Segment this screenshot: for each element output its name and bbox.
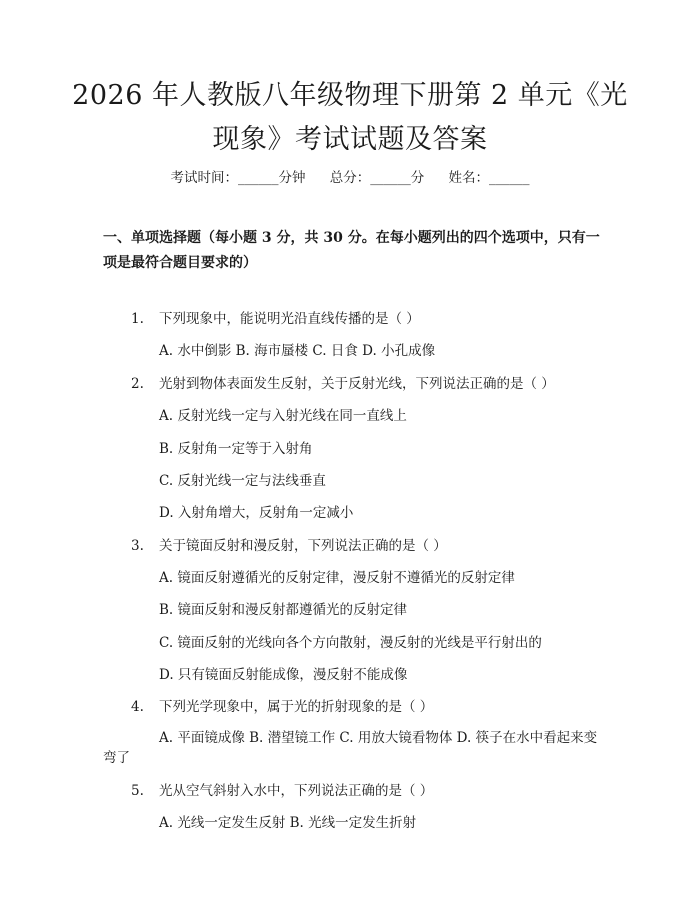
question-5 — [131, 781, 433, 801]
exam-meta — [0, 166, 700, 186]
question-5-options: A. 光线一定发生反射 B. 光线一定发生折射 — [159, 815, 417, 831]
question-4-options: A. 平面镜成像 B. 潜望镜工作 C. 用放大镜看物体 D. 筷子在水中看起来变弯了 — [103, 730, 598, 766]
question-3-option-a: A. 镜面反射遵循光的反射定律，漫反射不遵循光的反射定律 — [159, 570, 515, 586]
question-3 — [131, 536, 447, 556]
question-3-option-c: C. 镜面反射的光线向各个方向散射，漫反射的光线是平行射出的 — [159, 635, 542, 651]
question-2-option-b: B. 反射角一定等于入射角 — [159, 441, 313, 457]
question-2-option-a: A. 反射光线一定与入射光线在同一直线上 — [159, 408, 407, 424]
total-score: 总分：______分 — [329, 170, 425, 186]
question-text: 下列现象中，能说明光沿直线传播的是（ ） — [159, 311, 420, 327]
question-3-option-d: D. 只有镜面反射能成像，漫反射不能成像 — [159, 667, 408, 683]
question-text: 下列光学现象中，属于光的折射现象的是（ ） — [159, 699, 434, 715]
section-heading: 一、单项选择题（每小题 3 分，共 30 分。在每小题列出的四个选项中，只有一项是最符合题目要求的） — [103, 230, 600, 271]
question-text: 关于镜面反射和漫反射，下列说法正确的是（ ） — [159, 538, 447, 554]
question-number: 4. — [131, 699, 144, 715]
question-1 — [131, 309, 420, 329]
question-1-options: A. 水中倒影 B. 海市蜃楼 C. 日食 D. 小孔成像 — [159, 343, 436, 359]
exam-time: 考试时间：______分钟 — [170, 170, 306, 186]
question-3-option-b: B. 镜面反射和漫反射都遵循光的反射定律 — [159, 602, 408, 618]
page-title: 2026 年人教版八年级物理下册第 2 单元《光现象》考试试题及答案 — [72, 80, 628, 155]
question-2-option-d: D. 入射角增大，反射角一定减小 — [159, 505, 354, 521]
question-4 — [131, 697, 433, 717]
question-number: 2. — [131, 376, 144, 392]
question-text: 光从空气斜射入水中，下列说法正确的是（ ） — [159, 783, 434, 799]
student-name: 姓名：______ — [448, 170, 530, 186]
question-number: 3. — [131, 538, 144, 554]
question-number: 1. — [131, 311, 144, 327]
question-text: 光射到物体表面发生反射，关于反射光线，下列说法正确的是（ ） — [159, 376, 555, 392]
question-2 — [131, 374, 555, 394]
question-number: 5. — [131, 783, 144, 799]
question-2-option-c: C. 反射光线一定与法线垂直 — [159, 473, 326, 489]
